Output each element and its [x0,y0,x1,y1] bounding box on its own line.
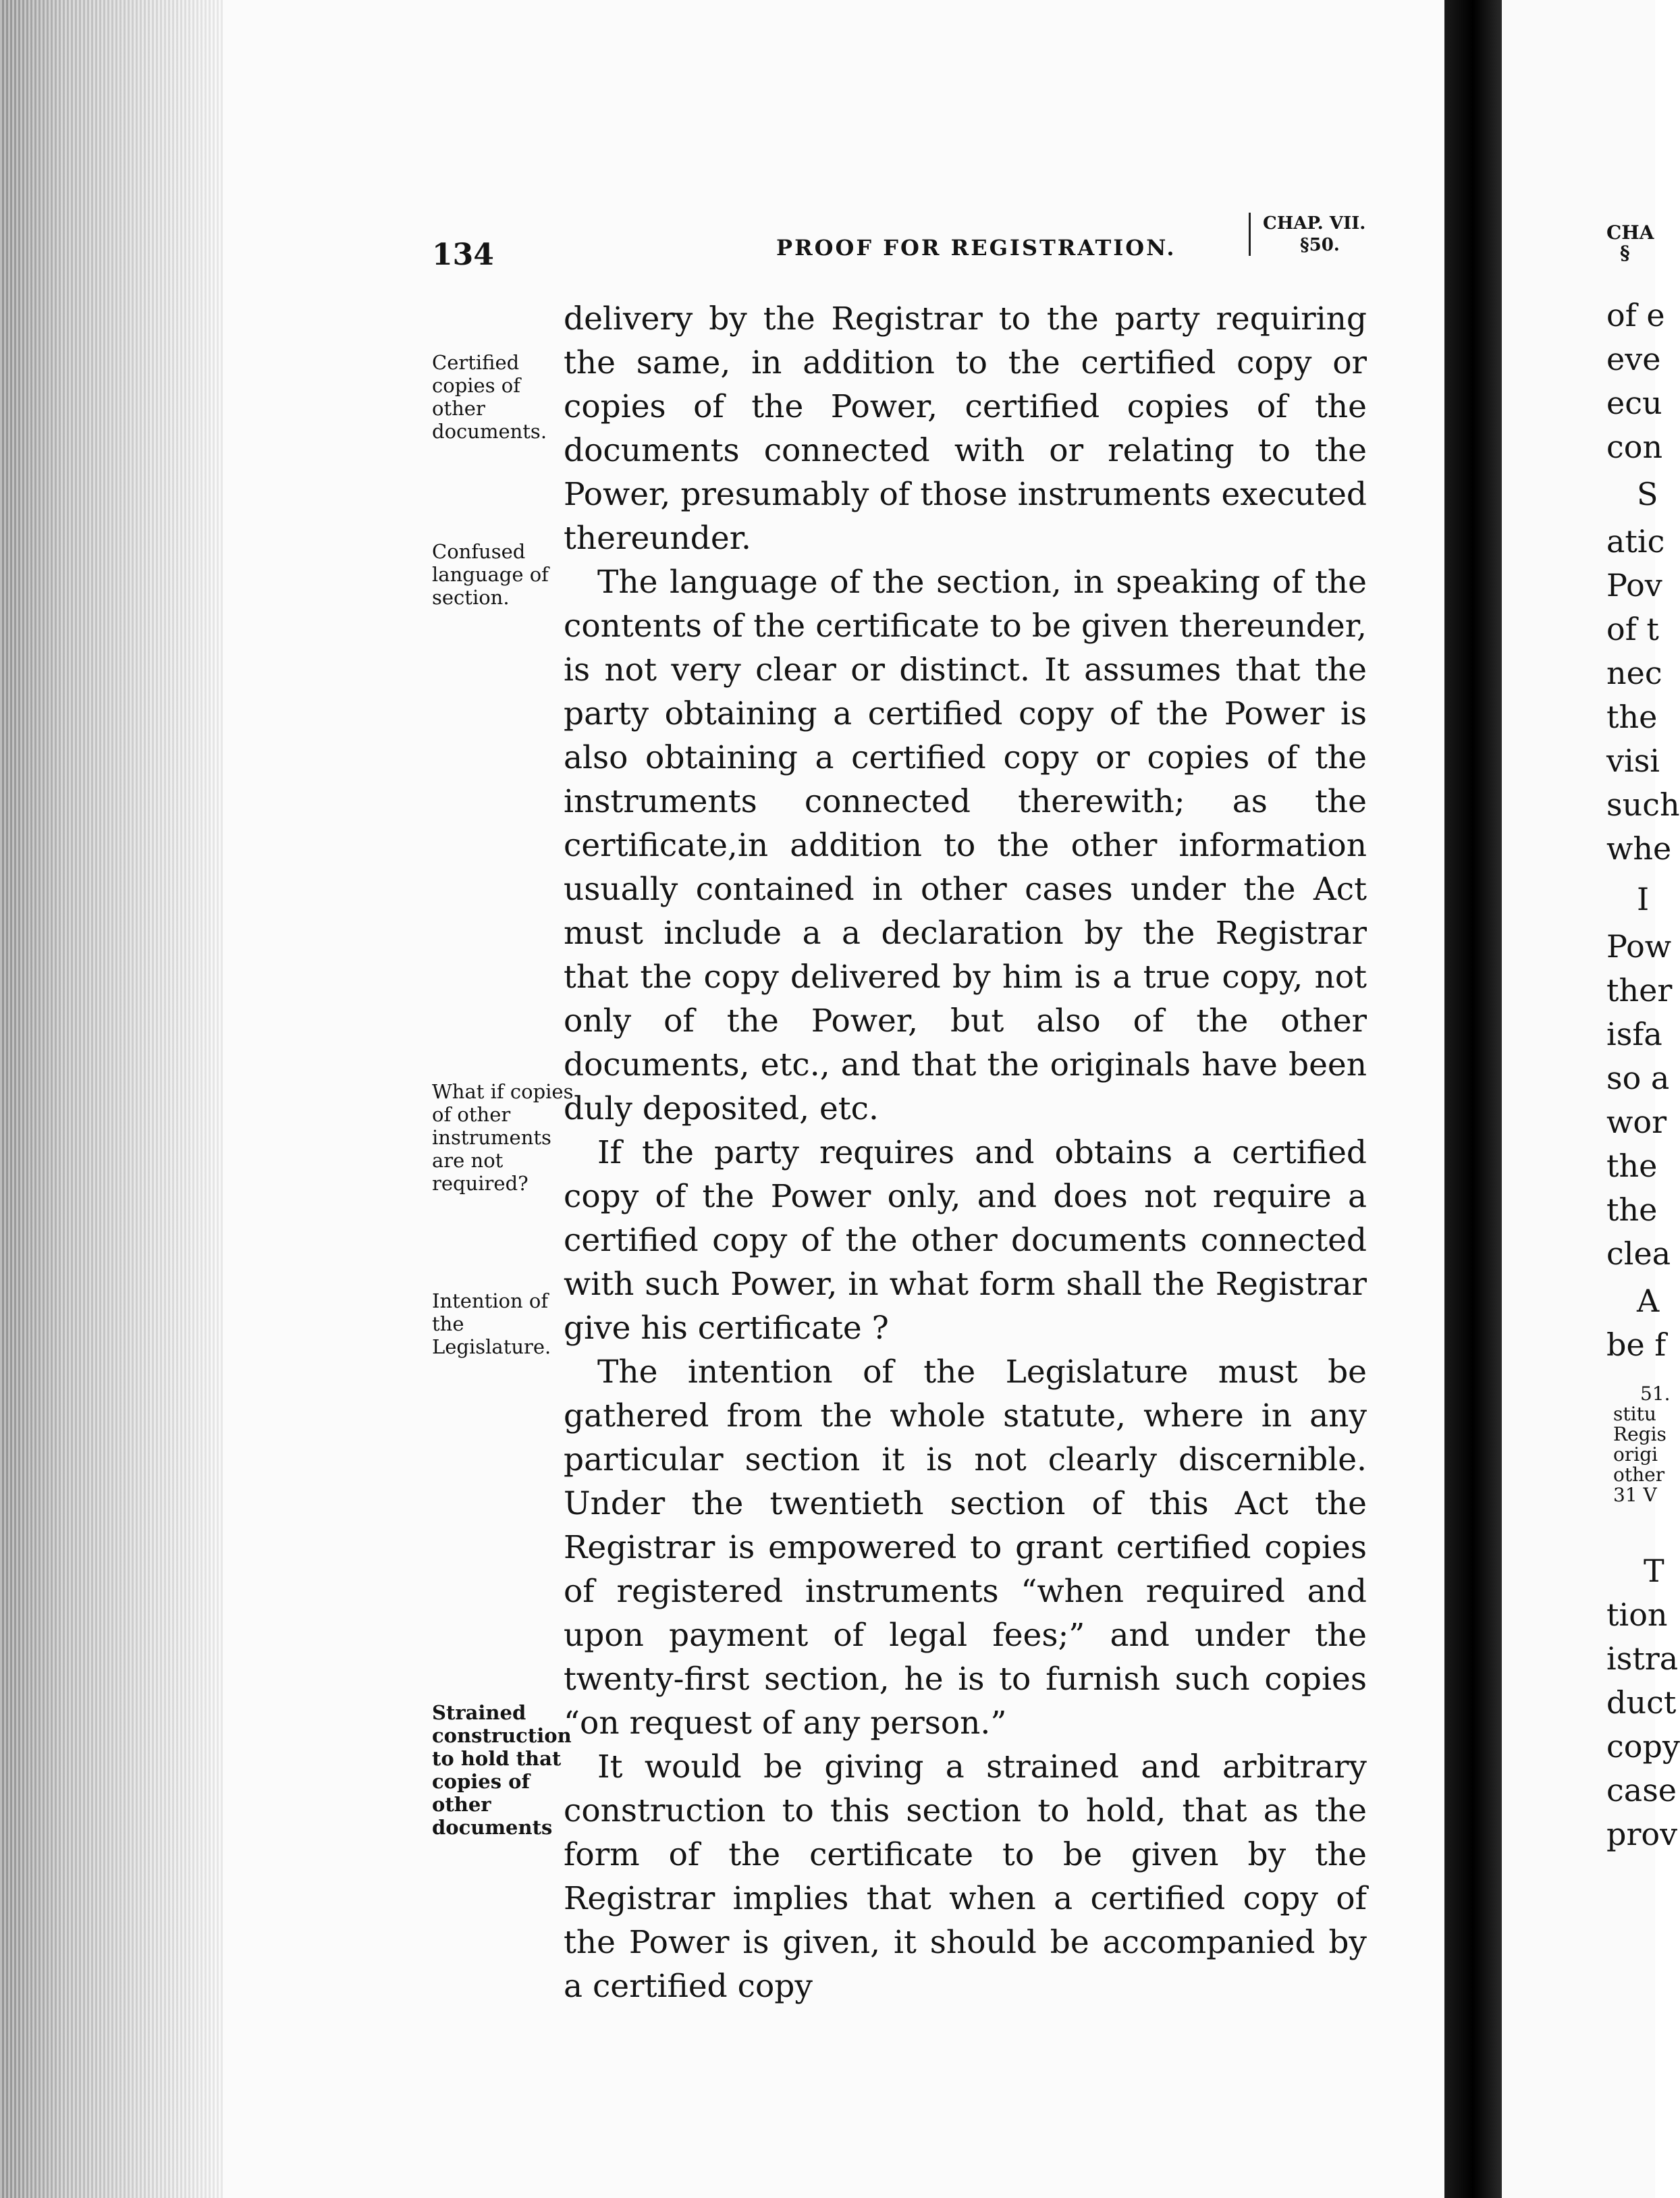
right-page-line: whe [1606,830,1672,867]
right-page-line: of e [1606,297,1665,333]
right-page-line: ther [1606,972,1673,1009]
page-number: 134 [432,238,494,272]
right-page-small-line: stitu [1613,1403,1656,1425]
right-page-line: S [1637,476,1658,512]
right-page-line: prov [1606,1816,1678,1852]
right-page-line: wor [1606,1104,1667,1140]
right-page-line: con [1606,429,1663,465]
paragraph-2: The language of the section, in speaking of the contents of the certificate to be given thereunder, is not very clear or distinct. It assumes that the party obtaining a certified copy of the Power is also obtaining a certified copy or copies of the instruments connected therewith; as the certificate,in addition to the other information usually contained in other cases under the Act must include a a declaration by the Registrar that the copy delivered by him is a true copy, not only of the Power, but also of the other documents, etc., and that the originals have been duly deposited, etc. [564,564,1367,1127]
right-page-line: the [1606,1191,1658,1228]
right-page-line: tion [1606,1597,1668,1633]
right-page-small-line: 51. [1640,1383,1671,1405]
right-page-small-line: Regis [1613,1423,1667,1445]
section-label: §50. [1300,235,1340,255]
right-header-line: § [1620,242,1630,264]
paragraph-1: delivery by the Registrar to the party requiring the same, in addition to the certified copy or copies of the Power, certified copies of the documents connected with or relating to the Power, presumably of those instruments executed thereunder. [564,300,1367,557]
right-page-line: nec [1606,655,1662,691]
side-note-what-if: What if copies of other instruments are not required? [432,1080,574,1195]
right-page-line: of t [1606,611,1659,647]
body-text [564,297,1367,2008]
running-title: PROOF FOR REGISTRATION. [776,235,1176,261]
right-page-small-line: origi [1613,1443,1658,1466]
right-page-line: duct [1606,1684,1677,1721]
book-page-edges [0,0,223,2198]
right-page-header [1606,223,1654,263]
right-page-line: such [1606,786,1680,823]
right-page-small-line: other [1613,1464,1665,1486]
side-note-confused-language: Confused language of section. [432,540,549,609]
paragraph-5: It would be giving a strained and arbitrary construction to this section to hold, that as the form of the certificate to be given by the Registrar implies that when a certified copy of the Power is given, it should be accompanied by a certified copy [564,1748,1367,2005]
right-header-line: CHA [1606,221,1654,244]
right-page-line: Pow [1606,928,1672,965]
right-page-line: atic [1606,523,1665,560]
right-page-line: clea [1606,1235,1671,1272]
side-note-intention: Intention of the Legislature. [432,1289,551,1358]
right-page-line: A [1637,1283,1660,1319]
right-page-line: eve [1606,341,1661,377]
right-page-small-line: 31 V [1613,1484,1657,1506]
right-page-line: case [1606,1772,1677,1808]
paragraph-3: If the party requires and obtains a certified copy of the Power only, and does not require a certified copy of the other documents connected with such Power, in what form shall the Registrar give his certificate ? [564,1134,1367,1347]
paragraph-4: The intention of the Legislature must be gathered from the whole statute, where in any particular section it is not clearly discernible. Under the twentieth section of this Act the Registrar is empowered to grant certified copies of registered instruments “when required and upon payment of legal fees;” and under the twenty-first section, he is to furnish such copies “on request of any person.” [564,1353,1367,1742]
right-page-line: ecu [1606,385,1662,421]
right-page-line: copy [1606,1728,1680,1765]
right-page-line: visi [1606,743,1660,779]
right-page-line: isfa [1606,1016,1662,1052]
right-page-line: T [1644,1553,1664,1589]
side-note-strained-construction: Strained construction to hold that copies of other documents [432,1701,572,1839]
right-page-line: so a [1606,1060,1670,1096]
right-page-line: istra [1606,1640,1679,1677]
right-page-line: be f [1606,1326,1667,1363]
side-note-certified-copies: Certified copies of other documents. [432,351,547,443]
chapter-label: CHAP. VII. [1263,213,1366,234]
right-page-line: the [1606,699,1658,735]
right-page-line: the [1606,1148,1658,1184]
right-page-line: Pov [1606,567,1662,604]
book-gutter [1444,0,1502,2198]
right-page-fragment [1502,0,1680,2198]
chapter-reference [1249,213,1384,256]
right-page-line: I [1637,881,1650,917]
